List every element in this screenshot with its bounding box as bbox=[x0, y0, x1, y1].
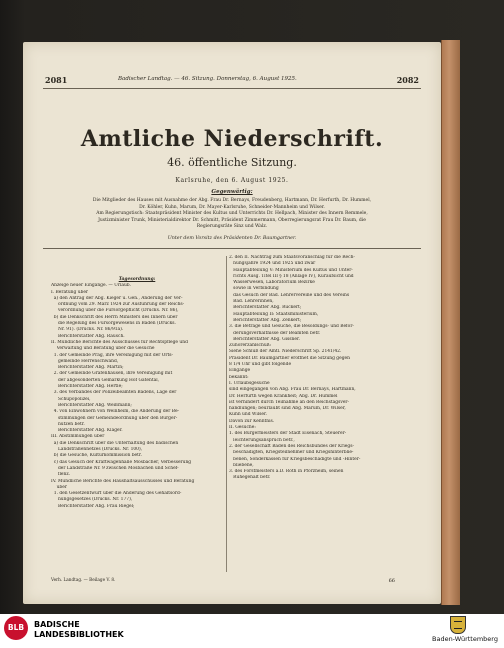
text-line: 2. den II. Nachtrag zum Staatsvoranschlag für die Rech- bbox=[229, 255, 355, 260]
chair-line: Unter dem Vorsitz des Präsidenten Dr. Baumgartner. bbox=[167, 236, 297, 241]
agenda-line: der Landstraße Nr. 9 zwischen Mosbachen und Schef- bbox=[51, 465, 179, 471]
text-line: ist verhindert durch Teilnahme an den Reichstagsver- bbox=[229, 399, 349, 405]
region-label: Baden-Württemberg bbox=[432, 635, 498, 643]
agenda-line: Nr. 91). (Drucks. Nr. 86/91a). bbox=[51, 327, 124, 333]
attendance-heading: Gegenwärtig: bbox=[211, 189, 253, 195]
text-line: leichterungsanspruch betr., bbox=[229, 437, 295, 443]
attendance-line: Dr. Köhler, Kuhn, Marum, Dr. Mayer-Karlsruhe, Schneider-Mannheim und Wilser. bbox=[139, 204, 325, 210]
agenda-line: I. Beratung über bbox=[51, 289, 89, 295]
text-line: benen, Sonderkassen für Kriegsbeschädigte und -Hinter- bbox=[229, 456, 361, 462]
right-column bbox=[229, 255, 415, 482]
agenda-line: Berichterstatter Abg. Martin; bbox=[51, 365, 124, 371]
agenda-line: Verwaltung und Beratung über die Gesuche bbox=[51, 346, 155, 352]
left-column bbox=[51, 277, 223, 510]
text-line: sowie in Verbindung bbox=[229, 286, 279, 292]
text-line: Siehe Schluß der Amtl. Niederschrift Sp. 2141/42. bbox=[229, 349, 342, 355]
library-name-line2: LANDESBIBLIOTHEK bbox=[34, 630, 124, 639]
agenda-line: Berichterstatter Abg. Hertle; bbox=[51, 384, 123, 390]
agenda-line: II. Mündliche Berichte des Ausschusses für Rechtspflege und bbox=[51, 339, 188, 345]
agenda-line: 1. den Gesetzentwurf über die Änderung des Gehaltsord- bbox=[51, 491, 182, 497]
running-head bbox=[23, 75, 441, 87]
text-line: handlungen; beurlaubt sind Abg. Marum, Dr. Wilser, bbox=[229, 406, 346, 412]
coat-of-arms-icon bbox=[450, 616, 466, 634]
text-line: 1. des Bürgermeisters der Stadt Eisenach, Steuerer- bbox=[229, 431, 347, 437]
agenda-line: III. Abstimmungen über bbox=[51, 434, 105, 440]
agenda-line: IV. Mündliche Berichte des Haushaltsausschusses und Beratung bbox=[51, 478, 195, 484]
text-line: nungsjahre 1924 und 1925 und zwar bbox=[229, 261, 316, 267]
attendance-text bbox=[51, 198, 413, 231]
agenda-line: nutzen betr. bbox=[51, 421, 85, 427]
text-line: Zuhörerzahlschuß: bbox=[229, 343, 272, 349]
text-line: 3. die Beträge und Gesuche, die Besoldungs- und Beför- bbox=[229, 324, 354, 330]
text-line: Präsident Dr. Baumgartner eröffnet die Sitzung gegen bbox=[229, 355, 350, 361]
agenda-line: gemeinde Herrenschwand, bbox=[51, 358, 119, 364]
book-spine bbox=[441, 40, 460, 605]
agenda-heading: Tagesordnung: bbox=[118, 277, 156, 282]
header-rule bbox=[43, 88, 421, 89]
text-line: 2. der Gesellschaft Baden des Reichsbundes der Kriegs- bbox=[229, 443, 354, 449]
library-name-line1: BADISCHE bbox=[34, 620, 80, 629]
text-line: Hauptabteilung V: Ministerium des Kultus und Unter- bbox=[229, 267, 353, 273]
agenda-line: ordnung vom 29. März 1924 zur Ausführung der Reichs- bbox=[51, 302, 185, 308]
text-line: beschädigten, Kriegsteilnehmer und Kriegshinterblie- bbox=[229, 450, 354, 456]
text-line: II. Gesuche: bbox=[229, 425, 256, 431]
text-line: bliebene, bbox=[229, 462, 254, 468]
section-rule bbox=[43, 248, 421, 249]
document-page bbox=[23, 42, 441, 604]
text-line: richts Ausg. Titel III § 18 (Anlage IV), Kuraufsicht und bbox=[229, 273, 354, 279]
session-subtitle: 46. öffentliche Sitzung. bbox=[167, 156, 297, 169]
attendance-line: Justizminister Trunk, Ministerialdirektor Dr. Schmitt, Präsident Zimmermann, Oberregierungsrat Frau Dr. Baum, die bbox=[98, 217, 366, 223]
text-line: I. Urlaubsgesuche bbox=[229, 380, 270, 386]
page-title: Amtliche Niederschrift. bbox=[80, 126, 384, 152]
text-line: 8 1/4 Uhr und gibt folgende bbox=[229, 362, 292, 368]
left-page-number: 2081 bbox=[45, 75, 68, 85]
text-line: derungsverhältnisse der Beamten betr. bbox=[229, 330, 321, 336]
attendance-line: Die Mitglieder des Hauses mit Ausnahme der Abg. Frau Dr. Bernays, Freudenberg, Hartmann, Dr. Herfurth, Dr. Hummel, bbox=[92, 198, 372, 203]
text-line: Hauptabteilung II: Staatsministerium, bbox=[229, 311, 319, 317]
agenda-line: Berichterstatter Abg. Frau Riegel; bbox=[51, 503, 135, 509]
agenda-line: 1. der Gemeinde Prag, ihre Vereinigung mit der Orts- bbox=[51, 352, 173, 358]
agenda-line: 3. des Verbandes der Polizeibeamten Badens, Lage der bbox=[51, 390, 177, 396]
dateline: Karlsruhe, den 6. August 1925. bbox=[175, 177, 289, 184]
library-name bbox=[34, 620, 124, 640]
attendance-line: Am Regierungstisch: Staatspräsident Minister des Kultus und Unterrichts Dr. Hellpach, Minister des Innern Remmele, bbox=[96, 211, 368, 216]
agenda-line: c) das Gesuch der Kraftwagenhalle Mosbacher, Verbesserung bbox=[51, 459, 192, 465]
agenda-line: Landstraßennetzes (Drucks. Nr. 100), bbox=[51, 447, 143, 453]
agenda-line: flenz. bbox=[51, 472, 71, 478]
text-line: Wasserwesen, Laboratorium Bezirke bbox=[229, 280, 315, 286]
text-line: Kuhn und Wilser. bbox=[229, 412, 268, 418]
agenda-line: nungsgesetzes (Drucks. Nr. 177), bbox=[51, 497, 133, 503]
text-line: Berichterstatter Abg. Gissner. bbox=[229, 336, 300, 342]
text-line: Ruhegehalt betr. bbox=[229, 475, 271, 481]
agenda-line: über bbox=[51, 484, 67, 490]
agenda-line: b) die Denkschrift des Herrn Ministers des Innern über bbox=[51, 314, 178, 320]
agenda-line: die Regelung des Fürsorgewesens in Baden (Drucks. bbox=[51, 321, 176, 327]
text-line: Dr. Herfurth wegen Krankheit; Abg. Dr. Hummel bbox=[229, 393, 338, 399]
text-line: sind eingegangen von Abg. Frau Dr. Bernays, Hartmann, bbox=[229, 387, 356, 393]
agenda-line: Anzeige neuer Eingänge. — Urlaub. bbox=[51, 283, 132, 289]
footer-note: Verh. Landtag. — Beilage V. 8. bbox=[51, 577, 116, 582]
text-line: Davon zur Kenntnis. bbox=[229, 418, 275, 424]
text-line: Berichterstatter Abg. Zenkert; bbox=[229, 317, 302, 323]
agenda-line: a) den Antrag der Abg. Kieger u. Gen., Änderung der Ver- bbox=[51, 295, 183, 301]
text-line: Bad. Lehrerinnen, bbox=[229, 299, 274, 305]
blb-logo-icon: BLB bbox=[4, 616, 28, 640]
footer-page-number: 66 bbox=[388, 578, 395, 584]
text-line: Berichterstatter Abg. Rückert; bbox=[229, 305, 302, 311]
agenda-line: 4. von Einwohnern von Weinheim, die Änderung der Be- bbox=[51, 409, 180, 415]
agenda-line: Schupopolizei, bbox=[51, 396, 91, 402]
attendance-line: Regierungsräte Sinz und Walz. bbox=[196, 224, 268, 229]
agenda-line: 2. der Gemeinde Grafenhausen, ihre Vereinigung mit bbox=[51, 371, 173, 377]
agenda-lines bbox=[51, 283, 223, 510]
agenda-line: der abgesonderten Gemarkung Hof Gatental, bbox=[51, 377, 160, 383]
agenda-line: Berichterstatter Abg. Kläger. bbox=[51, 428, 123, 434]
agenda-line: b) die Gesuche, Kulturkommission betr. bbox=[51, 453, 142, 459]
text-line: das Gesuch der Bad. Lehrervereine und des Vereins bbox=[229, 292, 350, 298]
library-banner bbox=[0, 614, 504, 648]
text-line: bekannt: bbox=[229, 374, 249, 380]
text-line: 3. des Forstmeisters a.D. Roth in Pforzheim, seinen bbox=[229, 469, 344, 475]
agenda-line: stimmungen der Gemeindeordnung über den Bürger- bbox=[51, 415, 178, 421]
agenda-line: verordnung über die Fürsorgepflicht (Drucks. Nr. 86), bbox=[51, 308, 179, 314]
column-divider bbox=[226, 256, 227, 572]
agenda-line: a) die Denkschrift über die Unterhaltung des badischen bbox=[51, 440, 179, 446]
right-page-number: 2082 bbox=[396, 75, 419, 85]
agenda-line: Berichterstatter Abg. Weißmann; bbox=[51, 402, 132, 408]
running-head-text: Badischer Landtag. — 46. Sitzung. Donnerstag, 6. August 1925. bbox=[118, 76, 297, 82]
agenda-line: Berichterstatter Abg. Rausch. bbox=[51, 333, 125, 339]
right-column-lines bbox=[229, 255, 415, 482]
text-line: Eingänge bbox=[229, 368, 251, 374]
